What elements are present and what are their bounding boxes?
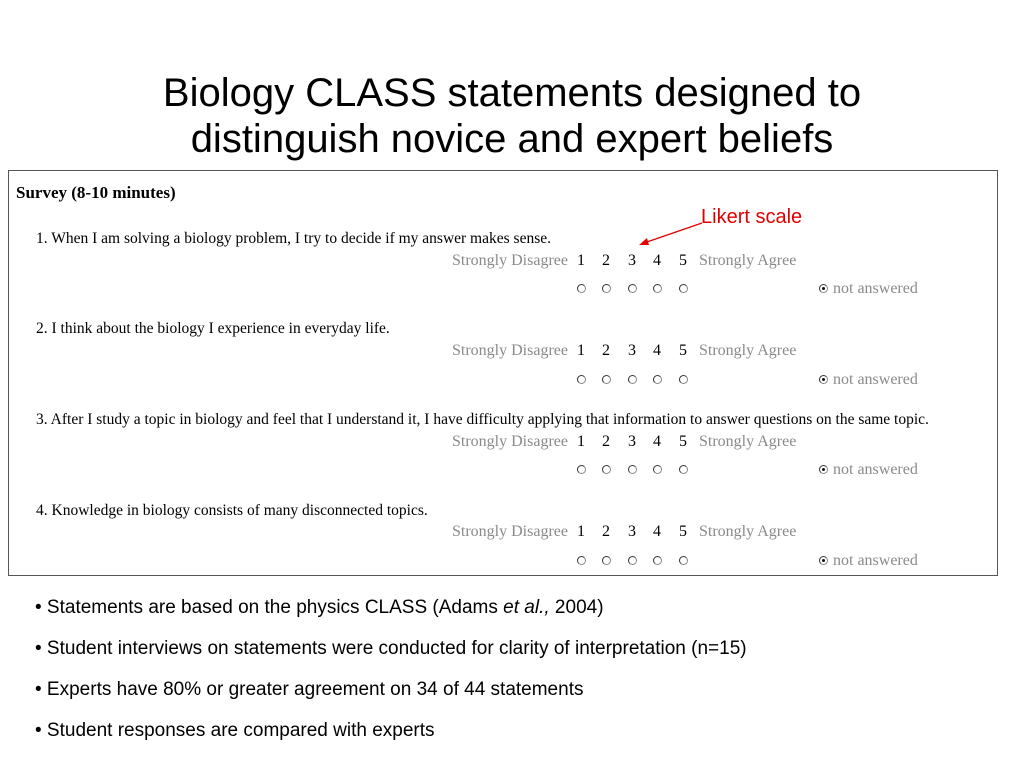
scale-row-4: [9, 523, 997, 545]
question-number: 1.: [36, 230, 48, 247]
radio-option-5[interactable]: [679, 375, 688, 384]
radio-option-1[interactable]: [577, 556, 586, 565]
scale-number-3: 3: [628, 252, 636, 269]
scale-number-4: 4: [653, 342, 661, 359]
bullet-item-4: • Student responses are compared with experts: [35, 720, 435, 741]
radio-option-5[interactable]: [679, 465, 688, 474]
radio-option-4[interactable]: [653, 284, 662, 293]
scale-number-5: 5: [679, 252, 687, 269]
question-text: I think about the biology I experience in everyday life.: [51, 320, 390, 337]
scale-row-2: [9, 342, 997, 364]
scale-number-1: 1: [577, 342, 585, 359]
bullet-item-3: • Experts have 80% or greater agreement on 34 of 44 statements: [35, 679, 584, 700]
radio-option-2[interactable]: [602, 284, 611, 293]
not-answered-label: not answered: [833, 371, 918, 388]
radio-not-answered[interactable]: [819, 284, 828, 293]
scale-number-2: 2: [602, 342, 610, 359]
radio-option-3[interactable]: [628, 284, 637, 293]
question-number: 4.: [36, 502, 48, 519]
annotation-arrow-icon: [630, 210, 705, 250]
strongly-agree-label: Strongly Agree: [699, 523, 797, 540]
bullet-list: [35, 597, 747, 761]
scale-row-1: [9, 252, 997, 274]
strongly-disagree-label: Strongly Disagree: [452, 252, 568, 269]
scale-number-1: 1: [577, 252, 585, 269]
bullet-item-1: • Statements are based on the physics CLASS (Adams et al., 2004): [35, 597, 604, 618]
bullet-item-2: • Student interviews on statements were conducted for clarity of interpretation (n=15): [35, 638, 747, 659]
scale-number-1: 1: [577, 433, 585, 450]
strongly-disagree-label: Strongly Disagree: [452, 433, 568, 450]
question-text: Knowledge in biology consists of many disconnected topics.: [51, 502, 428, 519]
radio-row-1: [9, 280, 997, 304]
scale-number-5: 5: [679, 433, 687, 450]
scale-number-4: 4: [653, 252, 661, 269]
scale-number-5: 5: [679, 342, 687, 359]
scale-number-3: 3: [628, 523, 636, 540]
likert-scale-annotation: Likert scale: [701, 206, 803, 228]
survey-heading: Survey (8-10 minutes): [16, 183, 176, 202]
scale-number-3: 3: [628, 433, 636, 450]
radio-option-4[interactable]: [653, 556, 662, 565]
radio-option-1[interactable]: [577, 284, 586, 293]
question-1: [36, 230, 551, 248]
radio-row-3: [9, 461, 997, 485]
radio-option-2[interactable]: [602, 556, 611, 565]
strongly-agree-label: Strongly Agree: [699, 252, 797, 269]
not-answered-label: not answered: [833, 552, 918, 569]
scale-number-5: 5: [679, 523, 687, 540]
radio-row-4: [9, 552, 997, 576]
radio-option-2[interactable]: [602, 465, 611, 474]
question-number: 3.: [36, 411, 48, 428]
strongly-disagree-label: Strongly Disagree: [452, 523, 568, 540]
radio-row-2: [9, 371, 997, 395]
radio-option-3[interactable]: [628, 375, 637, 384]
scale-number-4: 4: [653, 433, 661, 450]
radio-not-answered[interactable]: [819, 465, 828, 474]
scale-number-4: 4: [653, 523, 661, 540]
scale-number-2: 2: [602, 433, 610, 450]
radio-option-3[interactable]: [628, 465, 637, 474]
radio-option-5[interactable]: [679, 556, 688, 565]
question-2: [36, 320, 390, 338]
radio-option-1[interactable]: [577, 465, 586, 474]
strongly-disagree-label: Strongly Disagree: [452, 342, 568, 359]
slide-title-line-1: Biology CLASS statements designed to: [162, 71, 862, 115]
radio-option-1[interactable]: [577, 375, 586, 384]
question-text: When I am solving a biology problem, I try to decide if my answer makes sense.: [51, 230, 551, 247]
scale-number-1: 1: [577, 523, 585, 540]
not-answered-label: not answered: [833, 461, 918, 478]
question-text: After I study a topic in biology and feel that I understand it, I have difficulty applying that information to answer questions on the same topic.: [50, 411, 929, 428]
slide-title-line-2: distinguish novice and expert beliefs: [190, 117, 834, 161]
radio-option-4[interactable]: [653, 465, 662, 474]
strongly-agree-label: Strongly Agree: [699, 342, 797, 359]
scale-number-3: 3: [628, 342, 636, 359]
scale-number-2: 2: [602, 252, 610, 269]
question-number: 2.: [36, 320, 48, 337]
scale-row-3: [9, 433, 997, 455]
not-answered-label: not answered: [833, 280, 918, 297]
question-4: [36, 502, 428, 520]
slide-title: [0, 70, 1024, 162]
radio-not-answered[interactable]: [819, 375, 828, 384]
radio-option-2[interactable]: [602, 375, 611, 384]
scale-number-2: 2: [602, 523, 610, 540]
radio-option-5[interactable]: [679, 284, 688, 293]
question-3: [36, 411, 929, 429]
radio-option-4[interactable]: [653, 375, 662, 384]
radio-not-answered[interactable]: [819, 556, 828, 565]
survey-panel: [8, 170, 998, 576]
radio-option-3[interactable]: [628, 556, 637, 565]
strongly-agree-label: Strongly Agree: [699, 433, 797, 450]
